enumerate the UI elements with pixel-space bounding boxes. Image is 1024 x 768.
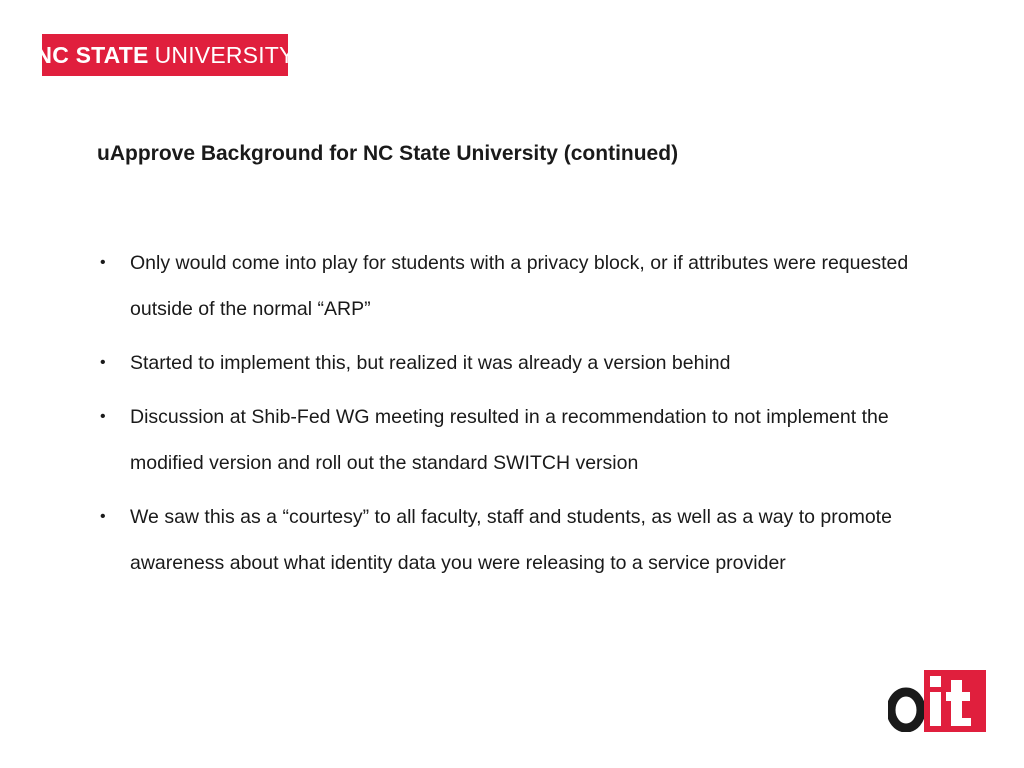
bullet-item (97, 340, 927, 386)
bullet-dot-icon: • (100, 354, 106, 371)
bullet-dot-icon: • (100, 408, 106, 425)
bullet-text: Started to implement this, but realized it was already a version behind (130, 352, 731, 374)
bullet-text: We saw this as a “courtesy” to all faculty, staff and students, as well as a way to promote awareness about what identity data you were releasing to a service provider (130, 506, 892, 574)
slide-title: uApprove Background for NC State University (continued) (97, 142, 679, 165)
oit-logo-t-foot (951, 718, 971, 726)
oit-logo (888, 670, 986, 732)
bullet-list (97, 240, 927, 594)
bullet-item (97, 240, 927, 332)
logo-light-text: UNIVERSITY (154, 41, 295, 68)
bullet-item (97, 394, 927, 486)
bullet-item (97, 494, 927, 586)
bullet-dot-icon: • (100, 508, 106, 525)
bullet-text: Only would come into play for students with a privacy block, or if attributes were requested outside of the normal “ARP” (130, 252, 909, 320)
bullet-dot-icon: • (100, 254, 106, 271)
oit-logo-i-stem (930, 692, 941, 726)
oit-logo-i-dot (930, 676, 941, 687)
bullet-text: Discussion at Shib-Fed WG meeting resulted in a recommendation to not implement the modified version and roll out the standard SWITCH version (130, 406, 889, 474)
logo-bold-text: NC STATE (35, 41, 149, 68)
oit-logo-t-bar (946, 692, 970, 701)
nc-state-university-logo (35, 34, 295, 76)
oit-logo-o-shape (891, 692, 921, 728)
